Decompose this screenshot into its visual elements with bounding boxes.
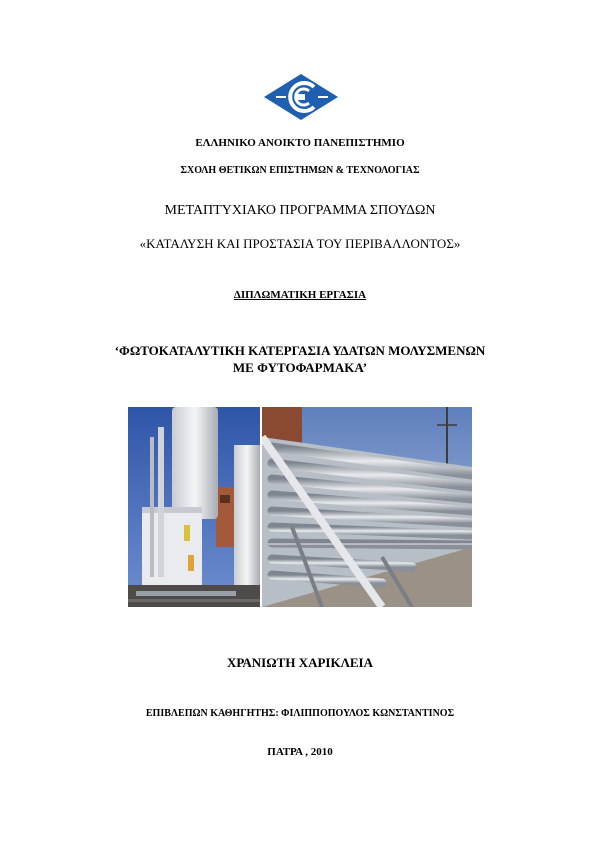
reactor-tanks-photo bbox=[128, 407, 260, 607]
program-name: ΜΕΤΑΠΤΥΧΙΑΚΟ ΠΡΟΓΡΑΜΜΑ ΣΠΟΥΔΩΝ bbox=[164, 203, 436, 218]
university-logo-icon bbox=[262, 72, 340, 122]
thesis-title-line-2: ΜΕ ΦΥΤΟΦΑΡΜΑΚΑ’ bbox=[232, 360, 368, 375]
place-date: ΠΑΤΡΑ , 2010 bbox=[267, 746, 333, 758]
supervisor-line: ΕΠΙΒΛΕΠΩΝ ΚΑΘΗΓΗΤΗΣ: ΦΙΛΙΠΠΟΠΟΥΛΟΣ ΚΩΝΣΤΑΝΤΙΝΟΣ bbox=[145, 708, 455, 719]
author-name: ΧΡΑΝΙΩΤΗ ΧΑΡΙΚΛΕΙΑ bbox=[226, 655, 374, 670]
thesis-title-line-1: ‘ΦΩΤΟΚΑΤΑΛΥΤΙΚΗ ΚΑΤΕΡΓΑΣΙΑ ΥΔΑΤΩΝ ΜΟΛΥΣΜΕΝΩΝ bbox=[114, 343, 486, 358]
program-subtitle: «ΚΑΤΑΛΥΣΗ ΚΑΙ ΠΡΟΣΤΑΣΙΑ ΤΟΥ ΠΕΡΙΒΑΛΛΟΝΤΟΣ» bbox=[139, 236, 461, 251]
solar-collector-photo bbox=[262, 407, 472, 607]
school-name: ΣΧΟΛΗ ΘΕΤΙΚΩΝ ΕΠΙΣΤΗΜΩΝ & ΤΕΧΝΟΛΟΓΙΑΣ bbox=[180, 165, 420, 176]
university-name: ΕΛΛΗΝΙΚΟ ΑΝΟΙΚΤΟ ΠΑΝΕΠΙΣΤΗΜΙΟ bbox=[195, 137, 405, 149]
cover-photos bbox=[128, 407, 472, 607]
thesis-label: ΔΙΠΛΩΜΑΤΙΚΗ ΕΡΓΑΣΙΑ bbox=[233, 289, 367, 301]
